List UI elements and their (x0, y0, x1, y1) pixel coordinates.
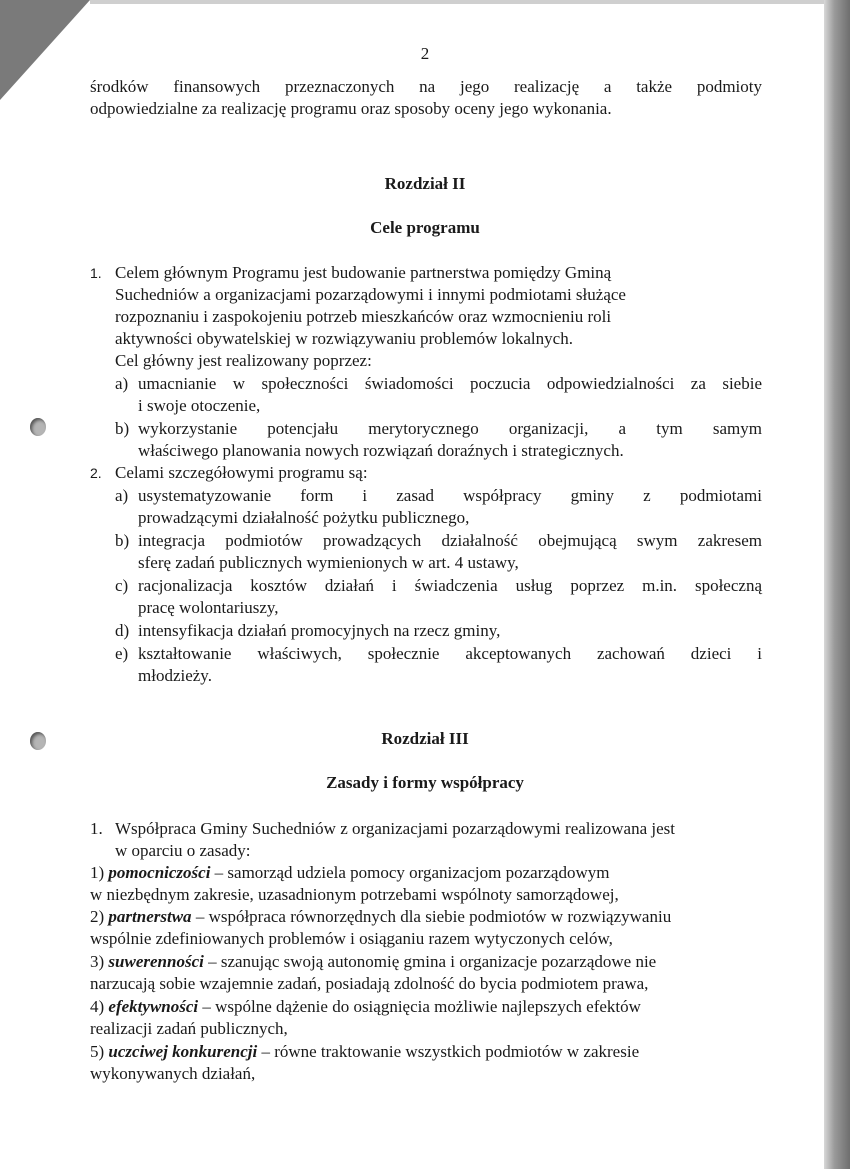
chapter-heading: Rozdział II (384, 174, 466, 193)
principle-line (90, 862, 609, 884)
sub-item-line: racjonalizacja kosztów działań i świadczenia usług poprzez m.in. społeczną (138, 576, 762, 595)
principle-number: 4) (90, 997, 105, 1016)
sub-letter: c) (115, 576, 129, 595)
principle-cont: narzucają sobie wzajemnie zadań, posiadają zdolność do bycia podmiotem prawa, (90, 974, 649, 993)
list-number: 1. (90, 819, 103, 838)
sub-item-line: pracę wolontariuszy, (138, 598, 279, 617)
punch-hole (30, 418, 46, 436)
intro-line: środków finansowych przeznaczonych na jego realizację a także podmioty (90, 77, 762, 96)
sub-letter: a) (115, 486, 129, 505)
chapter-subheading: Zasady i formy współpracy (326, 773, 524, 792)
principle-number: 2) (90, 907, 105, 926)
sub-letter: a) (115, 374, 129, 393)
principle-line (90, 951, 656, 973)
list-item-line: w oparciu o zasady: (115, 841, 251, 860)
sub-item-line: usystematyzowanie form i zasad współpracy gminy z podmiotami (138, 486, 762, 505)
sub-letter: b) (115, 419, 130, 438)
list-item-line: Współpraca Gminy Suchedniów z organizacjami pozarządowymi realizowana jest (115, 819, 676, 838)
sub-letter: b) (115, 531, 130, 550)
principle-term: efektywności (108, 997, 199, 1016)
principle-line (90, 1041, 639, 1063)
page-number: 2 (420, 44, 430, 63)
principle-term: uczciwej konkurencji (108, 1042, 258, 1061)
intro-line: odpowiedzialne za realizację programu oraz sposoby oceny jego wykonania. (90, 99, 612, 118)
list-item-line: Celami szczegółowymi programu są: (115, 463, 368, 482)
sub-item-line: kształtowanie właściwych, społecznie akceptowanych zachowań dzieci i (138, 644, 762, 663)
list-item-line: Celem głównym Programu jest budowanie partnerstwa pomiędzy Gminą (115, 263, 612, 282)
principle-term: partnerstwa (108, 907, 192, 926)
scan-top-edge (90, 0, 830, 4)
principle-cont: wykonywanych działań, (90, 1064, 256, 1083)
sub-item-line: sferę zadań publicznych wymienionych w art. 4 ustawy, (138, 553, 519, 572)
principle-line (90, 906, 671, 928)
principle-number: 1) (90, 863, 105, 882)
principle-term: pomocniczości (108, 863, 211, 882)
sub-item-line: właściwego planowania nowych rozwiązań doraźnych i strategicznych. (138, 441, 624, 460)
list-number: 2. (90, 465, 102, 481)
list-number: 1. (90, 265, 102, 281)
principle-cont: wspólnie zdefiniowanych problemów i osiąganiu razem wytyczonych celów, (90, 929, 613, 948)
sub-item-line: umacnianie w społeczności świadomości poczucia odpowiedzialności za siebie (138, 374, 762, 393)
sub-item-line: integracja podmiotów prowadzących działalność obejmującą swym zakresem (138, 531, 762, 550)
principle-text: – równe traktowanie wszystkich podmiotów w zakresie (257, 1042, 640, 1061)
principle-cont: w niezbędnym zakresie, uzasadnionym potrzebami wspólnoty samorządowej, (90, 885, 619, 904)
principle-text: – wspólne dążenie do osiągnięcia możliwie najlepszych efektów (198, 997, 641, 1016)
principle-text: – samorząd udziela pomocy organizacjom pozarządowym (210, 863, 610, 882)
sub-item-line: prowadzącymi działalność pożytku publicznego, (138, 508, 470, 527)
list-item-line: Suchedniów a organizacjami pozarządowymi i innymi podmiotami służące (115, 285, 626, 304)
principle-line (90, 996, 641, 1018)
sub-item-line: i swoje otoczenie, (138, 396, 261, 415)
principle-text: – szanując swoją autonomię gmina i organizacje pozarządowe nie (203, 952, 657, 971)
principle-term: suwerenności (108, 952, 204, 971)
list-item-line: Cel główny jest realizowany poprzez: (115, 351, 372, 370)
sub-letter: d) (115, 621, 130, 640)
sub-letter: e) (115, 644, 129, 663)
principle-text: – współpraca równorzędnych dla siebie podmiotów w rozwiązywaniu (191, 907, 672, 926)
list-item-line: rozpoznaniu i zaspokojeniu potrzeb mieszkańców oraz wzmocnieniu roli (115, 307, 612, 326)
list-item-line: aktywności obywatelskiej w rozwiązywaniu problemów lokalnych. (115, 329, 573, 348)
sub-item-line: intensyfikacja działań promocyjnych na rzecz gminy, (138, 621, 501, 640)
sub-item-line: wykorzystanie potencjału merytorycznego organizacji, a tym samym (138, 419, 762, 438)
principle-number: 3) (90, 952, 105, 971)
principle-number: 5) (90, 1042, 105, 1061)
chapter-subheading: Cele programu (370, 218, 480, 237)
principle-cont: realizacji zadań publicznych, (90, 1019, 288, 1038)
sub-item-line: młodzieży. (138, 666, 212, 685)
chapter-heading: Rozdział III (381, 729, 469, 748)
